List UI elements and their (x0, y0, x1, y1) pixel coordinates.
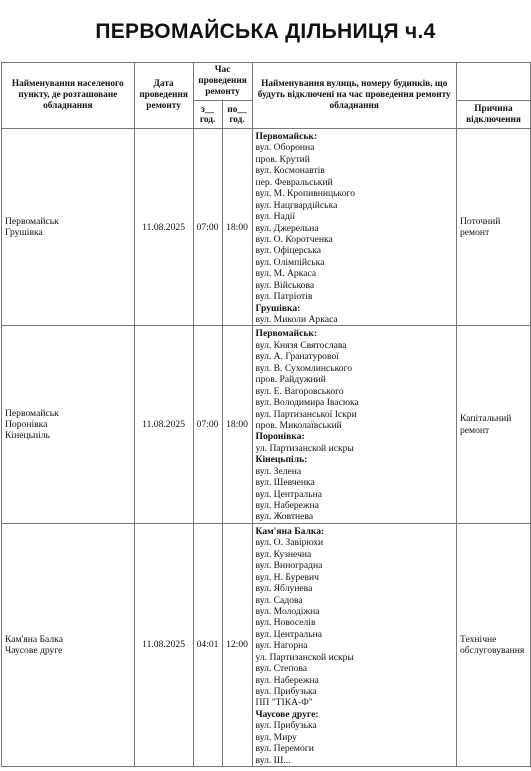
locality-cell (2, 129, 135, 326)
street-item: вул. Князя Святослава (255, 339, 347, 351)
street-item: вул. Жовтнева (255, 511, 314, 523)
date-cell: 11.08.2025 (134, 523, 193, 766)
time-to-cell: 12:00 (222, 523, 252, 766)
reason-text: Технічне (459, 633, 497, 645)
street-item: вул. А. Гранатурової (255, 351, 339, 363)
header-time-from: з__ год. (193, 101, 222, 129)
street-item: вул. Набережна (255, 674, 319, 686)
street-item: вул. Миру (255, 731, 297, 743)
outage-schedule-table (1, 62, 531, 767)
street-item: вул. Центральна (255, 628, 322, 640)
locality-cell (2, 523, 135, 766)
street-item: вул. Н. Буревич (255, 571, 319, 583)
locality-name: Кінецьпіль (5, 430, 50, 442)
locality-name: Кам'яна Балка (5, 633, 63, 645)
locality-name: Поронівка (5, 419, 48, 430)
street-item: ул. Партизанской искры (255, 442, 354, 454)
street-item: вул. Виноградна (255, 560, 323, 572)
header-date: Дата проведення ремонту (134, 63, 193, 129)
locality-name: Чаусове друге (5, 644, 63, 656)
reason-text: ремонт (459, 227, 490, 239)
street-item: вул. Військова (255, 279, 315, 291)
street-item: вул. Кузнечна (255, 548, 312, 560)
street-item: вул. В. Сухомлинського (255, 362, 353, 374)
header-time: Час проведення ремонту (193, 63, 252, 101)
streets-cell (252, 523, 456, 766)
table-row (2, 129, 531, 326)
street-item: пров. Миколаївський (255, 419, 342, 431)
reason-text: Поточний (459, 215, 501, 227)
street-item: вул. Зелена (255, 465, 302, 477)
date-cell: 11.08.2025 (134, 129, 193, 326)
street-item: вул. Новоселів (255, 617, 316, 629)
time-from-cell: 07:00 (193, 129, 222, 326)
street-item: вул. Офіцерська (255, 245, 322, 257)
street-item: вул. Ш... (255, 754, 291, 766)
street-item: вул. Прибузька (255, 720, 317, 732)
settlement-heading: Кам'яна Балка: (255, 525, 325, 537)
header-reason-spacer (456, 63, 530, 101)
settlement-heading: Первомайськ: (255, 328, 318, 340)
reason-text: Капітальний (459, 413, 512, 425)
reason-cell (456, 523, 530, 766)
locality-name: Грушівка (5, 227, 43, 239)
table-row (2, 523, 531, 766)
settlement-heading: Чаусове друге: (255, 708, 319, 720)
reason-cell (456, 326, 530, 523)
street-item: вул. Патріотів (255, 291, 313, 303)
date-cell: 11.08.2025 (134, 326, 193, 523)
settlement-heading: Кінецьпіль: (255, 454, 308, 466)
street-item: вул. Е. Вагоровського (255, 385, 344, 397)
street-item: вул. М. Кропивницького (255, 188, 356, 200)
street-item: вул. Набережна (255, 500, 319, 511)
street-item: вул. Оборонна (255, 142, 315, 154)
locality-name: Первомайськ (5, 215, 59, 227)
street-item: вул. Центральна (255, 488, 322, 500)
street-item: вул. Степова (255, 663, 307, 675)
street-item: вул. Перемоги (255, 743, 314, 755)
street-item: вул. М. Аркаса (255, 268, 317, 280)
streets-cell (252, 129, 456, 326)
street-item: вул. Яблунева (255, 583, 313, 595)
settlement-heading: Поронівка: (255, 431, 305, 443)
street-item: вул. Нагорна (255, 640, 308, 652)
street-item: вул. Олімпійська (255, 256, 325, 268)
settlement-heading: Грушівка: (255, 302, 301, 314)
time-to-cell: 18:00 (222, 326, 252, 523)
time-from-cell: 04:01 (193, 523, 222, 766)
street-item: вул. Прибузька (255, 686, 317, 697)
street-item: вул. Миколи Аркаса (255, 314, 338, 325)
locality-cell (2, 326, 135, 523)
page-title: ПЕРВОМАЙСЬКА ДІЛЬНИЦЯ ч.4 (95, 20, 436, 43)
table-row (2, 326, 531, 523)
reason-cell (456, 129, 530, 326)
street-item: вул. Володимира Івасюка (255, 397, 359, 409)
street-item: вул. Нацгвардійська (255, 199, 338, 211)
street-item: пров. Крутий (255, 153, 310, 165)
street-item: вул. Молодіжна (255, 605, 320, 617)
streets-cell (252, 326, 456, 523)
header-streets: Найменування вулиць, номеру будинків, що будуть відключені на час проведення ремонту обладнання (252, 63, 456, 129)
locality-name: Первомайськ (5, 407, 59, 419)
street-item: ул. Партизанской искры (255, 651, 354, 663)
street-item: вул. Садова (255, 594, 303, 606)
street-item: вул. Космонавтів (255, 165, 325, 177)
street-item: вул. Партизанської Іскри (255, 408, 357, 420)
settlement-heading: Первомайськ: (255, 131, 318, 142)
header-locality: Найменування населеного пункту, де розташоване обладнання (2, 63, 135, 129)
header-reason: Причина відключення (456, 101, 530, 129)
reason-text: обслуговування (459, 644, 525, 656)
street-item: вул. Джерельна (255, 222, 319, 234)
street-item: вул. Надії (255, 211, 296, 223)
street-item: вул. О. Коротченка (255, 233, 333, 245)
street-item: пров. Райдужний (255, 374, 326, 386)
street-item: вул. Шевченка (255, 477, 315, 489)
time-to-cell: 18:00 (222, 129, 252, 326)
street-item: вул. О. Завірюхи (255, 537, 324, 549)
header-time-to: по__ год. (222, 101, 252, 129)
reason-text: ремонт (459, 424, 490, 436)
street-item: пер. Февральський (255, 176, 333, 188)
street-item: ПП "ТІКА-Ф" (255, 697, 313, 709)
time-from-cell: 07:00 (193, 326, 222, 523)
